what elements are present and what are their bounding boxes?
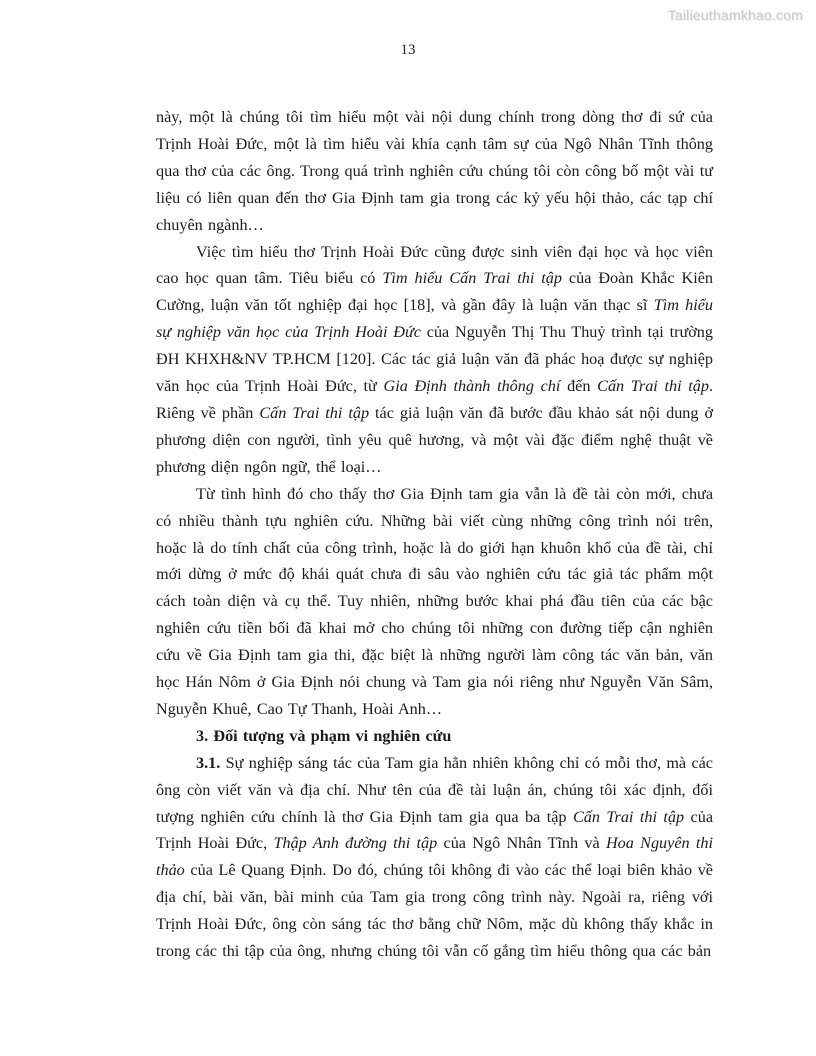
paragraph [156, 481, 713, 723]
text-run: Thập Anh đường thi tập [273, 834, 438, 853]
text-run: Sự nghiệp sáng tác của Tam gia hẳn nhiên không chỉ có mỗi thơ, mà các ông còn viết văn và địa chí. Như tên của đề tài luận án, chúng tôi xác định, đối tượng nghiên cứu chính là thơ Gia Định tam gia qua ba tập [156, 753, 713, 826]
text-run: tác giả luận văn đã bước đầu khảo sát nội dung ở phương diện con người, tình yêu quê hương, và một vài đặc điểm nghệ thuật về phương diện ngôn ngữ, thể loại… [156, 403, 714, 476]
page-number: 13 [400, 42, 416, 58]
text-run: . Riêng về phần [156, 377, 713, 422]
text-run: của Đoàn Khắc Kiên Cường, luận văn tốt nghiệp đại học [18], và gần đây là luận văn thạc sĩ [156, 269, 713, 315]
section-heading [156, 723, 713, 750]
text-run: của Trịnh Hoài Đức, [156, 807, 714, 853]
paragraph [156, 104, 713, 239]
text-run: Tìm hiểu Cấn Trai thi tập [382, 269, 562, 288]
document-body [156, 104, 713, 965]
text-run: Hoa Nguyên thi thảo [156, 834, 713, 880]
text-run: của Lê Quang Định. Do đó, chúng tôi không đi vào các thể loại biên khảo về địa chí, bài văn, bài minh của Tam gia trong công trình này. Ngoài ra, riêng với Trịnh Hoài Đức, ông còn sáng tác thơ bằng chữ Nôm, mặc dù không thấy khắc in trong các thi tập của ông, nhưng chúng tôi vẫn cố gắng tìm hiểu thông qua các bản [156, 861, 713, 961]
watermark: Tailieuthamkhao.com [667, 7, 803, 23]
paragraph [156, 239, 713, 481]
text-run: 3. Đối tượng và phạm vi nghiên cứu [196, 726, 452, 745]
text-run: Cấn Trai thi tập [259, 403, 370, 422]
text-run: Cấn Trai thi tập [572, 807, 685, 826]
text-run: Cấn Trai thi tập [597, 377, 709, 396]
text-run: đến [560, 377, 598, 396]
text-run: Tìm hiểu sự nghiệp văn học của Trịnh Hoài Đức [156, 296, 714, 342]
text-run: của Ngô Nhân Tĩnh và [437, 834, 606, 853]
text-run: Gia Định thành thông chí [383, 377, 561, 396]
text-run: Từ tình hình đó cho thấy thơ Gia Định tam gia vẫn là đề tài còn mới, chưa có nhiều thành tựu nghiên cứu. Những bài viết cùng những công trình nói trên, hoặc là do tính chất của công trình, hoặc là do giới hạn khuôn khổ của đề tài, chỉ mới dừng ở mức độ khái quát chưa đi sâu vào nghiên cứu tác giả tác phẩm một cách toàn diện và cụ thể. Tuy nhiên, những bước khai phá đầu tiên của các bậc nghiên cứu tiền bối đã khai mở cho chúng tôi những con đường tiếp cận nghiên cứu về Gia Định tam gia thi, đặc biệt là những người làm công tác văn bản, văn học Hán Nôm ở Gia Định nói chung và Tam gia nói riêng như Nguyễn Văn Sâm, Nguyễn Khuê, Cao Tự Thanh, Hoài Anh… [156, 484, 713, 718]
text-run: này, một là chúng tôi tìm hiểu một vài nội dung chính trong dòng thơ đi sứ của Trịnh Hoài Đức, một là tìm hiểu vài khía cạnh tâm sự của Ngô Nhân Tĩnh thông qua thơ của các ông. Trong quá trình nghiên cứu chúng tôi còn công bố một vài tư liệu có liên quan đến thơ Gia Định tam gia trong các kỷ yếu hội thảo, các tạp chí chuyên ngành… [156, 108, 713, 234]
text-run: 3.1. [196, 753, 221, 772]
text-run: Việc tìm hiểu thơ Trịnh Hoài Đức cũng được sinh viên đại học và học viên cao học quan tâm. Tiêu biểu có [156, 242, 713, 288]
paragraph [156, 750, 713, 965]
text-run: của Nguyễn Thị Thu Thuỷ trình tại trường ĐH KHXH&NV TP.HCM [120]. Các tác giả luận văn đã phác hoạ được sự nghiệp văn học của Trịnh Hoài Đức, từ [156, 323, 713, 396]
